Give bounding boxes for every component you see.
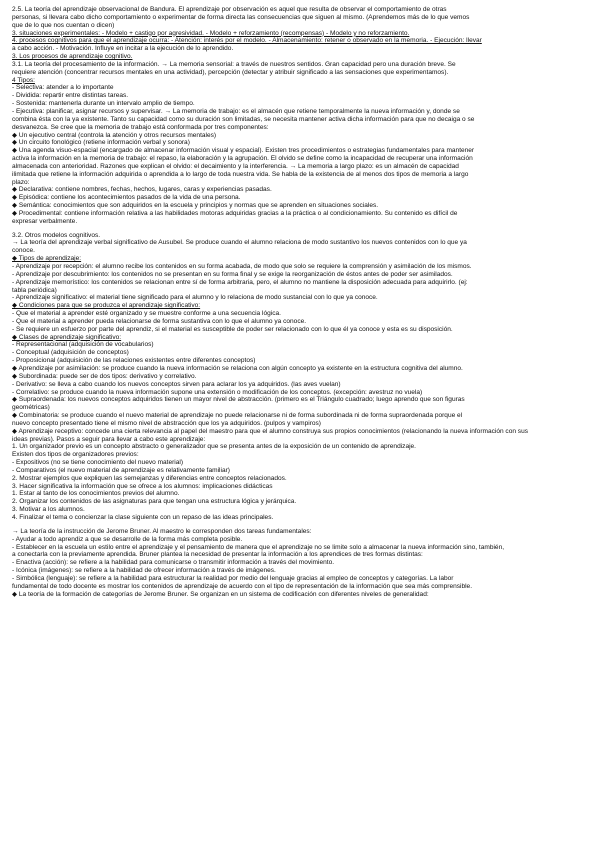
bullet-item: ◆ Aprendizaje por asimilación: se produce cuando la nueva información se relaciona con algún concepto ya existente en la estructura cognitiva del alumno. [12, 364, 463, 372]
text-line: 2.5. La teoría del aprendizaje observacional de Bandura. El aprendizaje por observación es aquel que resulta de observar el comportamiento de otras [12, 6, 447, 13]
numbered-item: 3. Motivar a los alumnos. [12, 506, 85, 514]
list-item: - Expositivos (no se tiene conocimiento del nuevo material) [12, 459, 184, 467]
text-line: almacenada con anterioridad. Razones que explican el olvido: el decaimiento y la interferencia. → La memoria a largo plazo: es un almacén de capacidad [12, 162, 459, 170]
list-item: - Derivativo: se lleva a cabo cuando los nuevos conceptos sirven para aclarar los ya adquiridos. (las aves vuelan) [12, 380, 341, 388]
numbered-item: 1. Un organizador previo es un concepto abstracto o generalizador que se presenta antes de la exposición de un contenido de aprendizaje. [12, 443, 416, 451]
subheading-line: ◆ Condiciones para que se produzca el aprendizaje significativo: [12, 302, 201, 310]
section-heading: 3.2. Otros modelos cognitivos. [12, 231, 101, 239]
subheading-line: ◆ Clases de aprendizaje significativo: [12, 333, 122, 341]
text-line: Existen dos tipos de organizadores previos: [12, 451, 139, 459]
section-block-1 [12, 6, 590, 226]
bullet-item: ◆ Episódica: contiene los acontecimientos pasados de la vida de una persona. [12, 194, 241, 202]
text-line: plazo: [12, 178, 30, 186]
bullet-item: ◆ Una agenda visuo-espacial (encargado de almacenar información visual y espacial). Existen tres procedimientos o estrategias fundamentales para mantener [12, 147, 475, 155]
text-line: expresar verbalmente. [12, 217, 78, 225]
bullet-item: ◆ La teoría de la formación de categorías de Jerome Bruner. Se organizan en un sistema de codificación con diferentes niveles de generalidad: [12, 590, 429, 598]
list-item: - Aprendizaje por recepción: el alumno recibe los contenidos en su forma acabada, de modo que solo se requiere la comprensión y asimilación de los mismos. [12, 263, 472, 270]
text-line: ilimitada que retiene la información adquirida o aprendida a lo largo de toda nuestra vida. Se habla de la existencia de al menos dos tipos de memoria a largo [12, 170, 469, 178]
bullet-item: ◆ Subordinada: puede ser de dos tipos: derivativo y correlativo. [12, 372, 197, 380]
text-line: que de lo que nos cuentan o dicen) [12, 21, 115, 29]
subheading-line: ◆ Tipos de aprendizaje: [12, 255, 82, 263]
list-item: - Representacional (adquisición de vocabularios) [12, 341, 154, 349]
bullet-item: ◆ Combinatoria: se produce cuando el nuevo material de aprendizaje no puede relacionarse ni de forma subordinada ni de forma supraordenada porque el [12, 412, 463, 420]
numbered-item: 3. Hacer significativa la información que se ofrece a los alumnos: implicaciones didácticas [12, 482, 273, 490]
list-item: - Proposicional (adquisición de las relaciones existentes entre diferentes conceptos) [12, 357, 256, 365]
list-item: - Ayudar a todo aprendiz a que se desarrolle de la forma más completa posible. [12, 535, 243, 543]
list-item: - Simbólica (lenguaje): se refiere a la habilidad para estructurar la realidad por medio del lenguaje gracias al empleo de conceptos y categorías. La labor [12, 574, 454, 582]
text-line: ideas previas). Pasos a seguir para llevar a cabo este aprendizaje: [12, 435, 206, 443]
bullet-item: ◆ Aprendizaje receptivo: concede una cierta relevancia al papel del maestro para que el alumno construya sus propios conocimientos (relacionando la nueva información con sus [12, 427, 528, 435]
list-item: - Que el material a aprender pueda relacionarse de forma sustantiva con lo que el alumno ya conoce. [12, 317, 307, 325]
text-line: → La teoría de la instrucción de Jerome Bruner. Al maestro le corresponden dos tareas fundamentales: [12, 527, 312, 535]
subheading-line: 3. situaciones experimentales: - Modelo + castigo por agresividad. - Modelo + reforzamiento (recompensas) - Modelo y no reforzamiento. [12, 29, 410, 37]
list-item: - Conceptual (adquisición de conceptos) [12, 349, 129, 357]
text-line: conoce. [12, 247, 35, 255]
bullet-item: ◆ Semántica: conocimientos que son adquiridos en la escuela y principios y normas que se aprenden en situaciones sociales. [12, 202, 379, 210]
subheading-line: 4. procesos cognitivos para que el aprendizaje ocurra: - Atención: interés por el modelo. - Almacenamiento: retener o observado en la memoria. - Ejecución: llevar [12, 37, 482, 45]
list-item: - Enactiva (acción): se refiere a la habilidad para comunicarse o transmitir información a través del movimiento. [12, 559, 335, 567]
text-line: fundamental de todo docente es mostrar los contenidos de aprendizaje de acuerdo con el tipo de representación de la información que sea más comprensible. [12, 582, 473, 590]
text-line: 3.1. La teoría del procesamiento de la información. → La memoria sensorial: a través de nuestros sentidos. Gran capacidad pero una duración breve. Se [12, 60, 456, 68]
text-line: activa la información en la memoria de trabajo: el repaso, la elaboración y la agrupación. El olvido se define como la incapacidad de recuperar una información [12, 155, 473, 163]
text-line: combina ésta con la ya existente. Tanto su capacidad como su duración son limitadas, se necesita mantener activa dicha información para que no decaiga o se [12, 115, 475, 123]
text-line: geométricas) [12, 404, 50, 412]
list-item: - Comparativos (el nuevo material de aprendizaje es relativamente familiar) [12, 466, 230, 474]
list-item: - Dividida: repartir entre distintas tareas. [12, 92, 129, 100]
list-item: - Selectiva: atender a lo importante [12, 84, 114, 92]
list-item: - Aprendizaje por descubrimiento: los contenidos no se presentan en su forma final y se exige la reorganización de éstos antes de poder ser asimilados. [12, 270, 453, 278]
bullet-item: ◆ Declarativa: contiene nombres, fechas, hechos, lugares, caras y experiencias pasadas. [12, 186, 272, 194]
text-line: a conectarla con la previamente aprendida. Bruner plantea la necesidad de presentar la información a los aprendices de tres formas distintas: [12, 551, 423, 559]
numbered-item: 2. Mostrar ejemplos que expliquen las semejanzas y diferencias entre conceptos relacionados. [12, 474, 287, 482]
bullet-item: ◆ Un ejecutivo central (controla la atención y otros recursos mentales) [12, 131, 217, 139]
list-item: - Icónica (imágenes): se refiere a la habilidad de ofrecer información a través de imágenes. [12, 567, 276, 575]
subheading-line: 4 Tipos: [12, 76, 35, 84]
list-item: - Aprendizaje significativo: el material tiene significado para el alumno y lo relaciona de modo sustancial con lo que ya conoce. [12, 294, 378, 302]
list-item: - Aprendizaje memorístico: los contenidos se relacionan entre sí de forma arbitraria, pero, el alumno no mantiene la disposición adecuada para adquirirlo. (ej: [12, 278, 468, 286]
list-item: - Se requiere un esfuerzo por parte del aprendiz, si el material es susceptible de poder ser relacionado con lo que él ya conoce y esta es su disposición. [12, 325, 453, 333]
text-line: a cabo acción. - Motivación. Influye en incitar a la ejecución de lo aprendido. [12, 45, 234, 53]
text-line: → La teoría del aprendizaje verbal significativo de Ausubel. Se produce cuando el alumno relaciona de modo sustantivo los nuevos contenidos con lo que ya [12, 239, 467, 247]
numbered-item: 2. Organizar los contenidos de las asignaturas para que tengan una estructura lógica y jerárquica. [12, 498, 297, 506]
numbered-item: 1. Estar al tanto de los conocimientos previos del alumno. [12, 490, 180, 498]
list-item: - Sostenida: mantenerla durante un intervalo amplio de tiempo. [12, 100, 195, 108]
list-item: - Establecer en la escuela un estilo entre el aprendizaje y el pensamiento de manera que el aprendizaje no se limite solo a almacenar la nueva información sino, también, [12, 543, 505, 551]
text-line: desvanezca. Se cree que la memoria de trabajo está conformada por tres componentes: [12, 123, 269, 131]
numbered-item: 4. Finalizar el tema o concienzar la clase siguiente con un repaso de las ideas principales. [12, 514, 274, 521]
bullet-item: ◆ Supraordenada: los nuevos conceptos adquiridos tienen un mayor nivel de abstracción. (primero es el Triángulo cuadrado; luego aprendo que son figuras [12, 396, 465, 404]
bullet-item: ◆ Un circuito fonológico (retiene información verbal y sonora) [12, 139, 190, 147]
list-item: - Ejecutiva: planificar, asignar recursos y supervisar. → La memoria de trabajo: es el almacén que retiene temporalmente la nueva información y, donde se [12, 107, 460, 115]
section-heading: 3. Los procesos de aprendizaje cognitivo. [12, 53, 133, 61]
text-line: personas, si llevara cabo dicho comportamiento o experimentar de forma directa las consecuencias que siguen al mismo. (Aprendemos más de lo que vemos [12, 13, 470, 21]
list-item: - Correlativo: se produce cuando la nueva información supone una extensión o modificación de los conceptos. (excepción: avestruz no vuela) [12, 388, 423, 396]
bullet-item: ◆ Procedimental: contiene información relativa a las habilidades motoras adquiridas gracias a la práctica o al condicionamiento. Su contenido es difícil de [12, 209, 458, 217]
text-line: requiere atención (concentrar recursos mentales en una actividad), percepción (detectar y atribuir significado a las sensaciones que experimentamos). [12, 68, 449, 76]
text-line: nuevo concepto presentado tiene el mismo nivel de abstracción que los ya adquiridos. (pulpos y vampiros) [12, 419, 321, 427]
text-line: tabla periódica) [12, 286, 57, 294]
section-block-3 [12, 528, 590, 599]
section-block-2 [12, 232, 590, 522]
list-item: - Que el material a aprender esté organizado y se muestre conforme a una secuencia lógica. [12, 310, 281, 318]
